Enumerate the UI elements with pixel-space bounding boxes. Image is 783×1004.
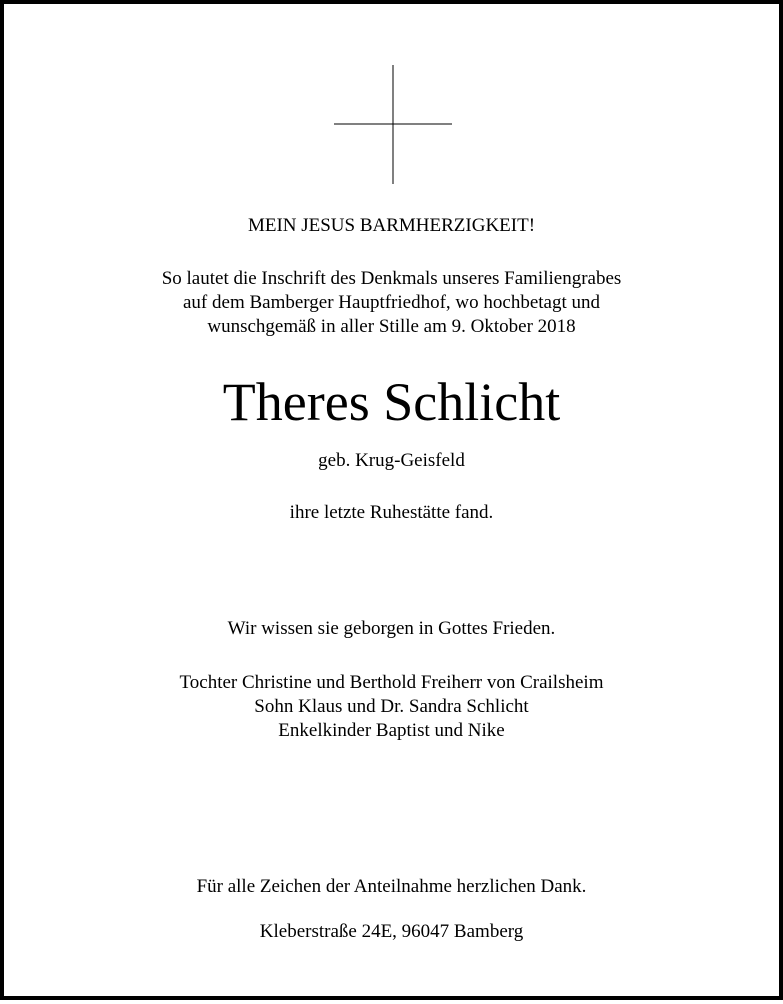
mourner-line-1: Tochter Christine und Berthold Freiherr von Crailsheim bbox=[179, 672, 604, 693]
address: Kleberstraße 24E, 96047 Bamberg bbox=[259, 921, 524, 942]
thanks-line: Für alle Zeichen der Anteilnahme herzlichen Dank. bbox=[196, 876, 587, 897]
birth-name: geb. Krug-Geisfeld bbox=[318, 450, 465, 471]
deceased-name: Theres Schlicht bbox=[222, 372, 561, 432]
intro-line-1: So lautet die Inschrift des Denkmals unseres Familiengrabes bbox=[161, 268, 622, 289]
intro-line-3: wunschgemäß in aller Stille am 9. Oktober 2018 bbox=[207, 316, 576, 337]
mourner-line-3: Enkelkinder Baptist und Nike bbox=[278, 720, 505, 741]
mourner-line-2: Sohn Klaus und Dr. Sandra Schlicht bbox=[254, 696, 529, 717]
motto: MEIN JESUS BARMHERZIGKEIT! bbox=[247, 215, 536, 236]
faith-line: Wir wissen sie geborgen in Gottes Frieden. bbox=[227, 618, 556, 639]
closing-line: ihre letzte Ruhestätte fand. bbox=[289, 502, 494, 523]
intro-line-2: auf dem Bamberger Hauptfriedhof, wo hochbetagt und bbox=[183, 292, 600, 313]
